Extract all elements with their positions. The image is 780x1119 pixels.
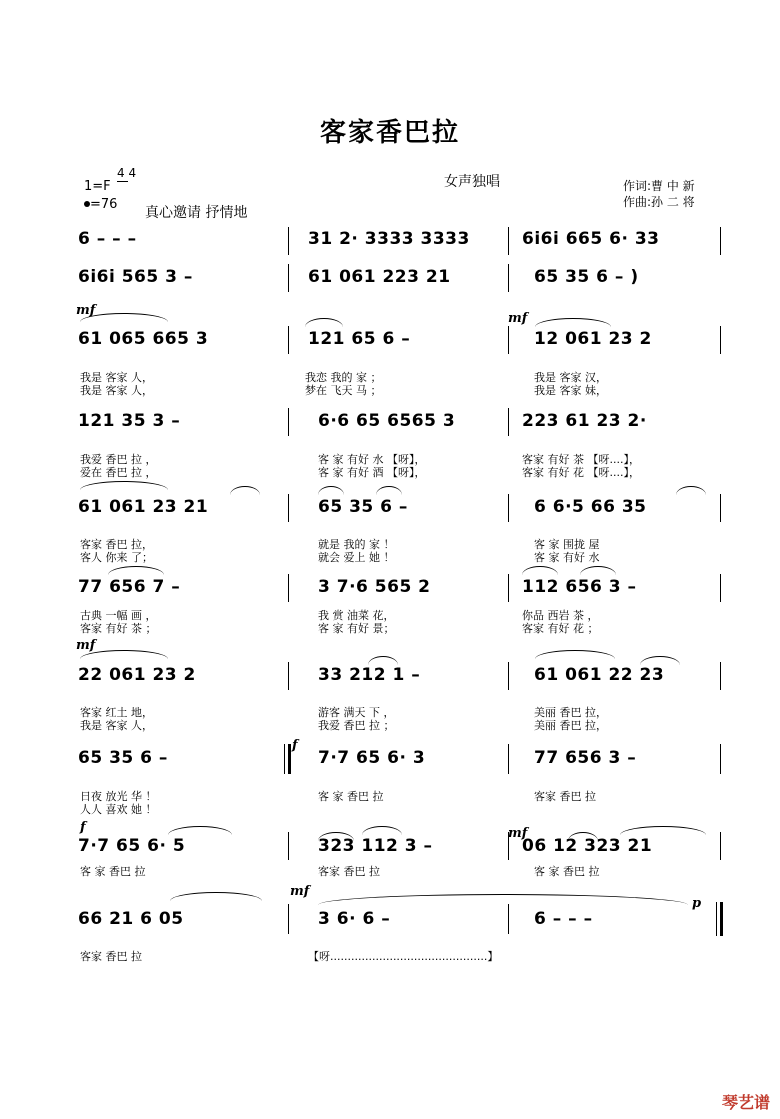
slur (676, 486, 706, 495)
slur (168, 826, 232, 835)
slur (170, 892, 262, 901)
measure: 6i6i 565 3 – (78, 267, 193, 287)
lyric-line-2: 客 家 有好 酒 【呀】， (318, 466, 426, 479)
measure: 7·7 65 6· 3 (318, 748, 426, 768)
slur (376, 486, 402, 495)
measure: 66 21 6 05 (78, 909, 184, 929)
lyric-line-1: 客家 香巴 拉 (318, 865, 380, 878)
dynamic-mf: mf (508, 826, 528, 841)
barline (288, 264, 289, 292)
lyric-line-1: 客家 香巴 拉， (80, 538, 153, 551)
slur (535, 650, 615, 659)
barline (508, 574, 509, 602)
measure: 323 112 3 – (318, 836, 433, 856)
measure: 6·6 65 6565 3 (318, 411, 456, 431)
lyric-line-2: 美丽 香巴 拉， (534, 719, 607, 732)
lyric-line-2: 我是 客家 妹， (534, 384, 607, 397)
tempo-marking: =76 (84, 197, 117, 212)
expression-marking: 真心邀请 抒情地 (145, 205, 248, 221)
lyric-line-1: 游客 满天 下 ， (318, 706, 395, 719)
lyric-line-2: 我爱 香巴 拉 ； (318, 719, 395, 732)
composer-credit: 作曲:孙 二 将 (623, 195, 695, 209)
slur (535, 318, 611, 327)
barline (508, 904, 509, 934)
slur (580, 566, 616, 575)
barline (284, 744, 285, 774)
measure: 06 12 323 21 (522, 836, 653, 856)
measure: 61 061 22 23 (534, 665, 665, 685)
lyric-line-1: 就是 我的 家 ！ (318, 538, 395, 551)
slur (80, 481, 168, 490)
lyric-line-1: 客家 有好 茶 【呀....】， (522, 453, 640, 466)
measure: 61 061 23 21 (78, 497, 209, 517)
time-top: 4 (117, 166, 125, 180)
slur (522, 566, 558, 575)
lyric-line-1: 【呀.............................................】 (308, 950, 499, 963)
lyric-line-1: 客家 红土 地， (80, 706, 153, 719)
measure: 6 – – – (534, 909, 593, 929)
barline (720, 494, 721, 522)
barline (508, 326, 509, 354)
lyric-line-1: 日夜 放光 华 ！ (80, 790, 157, 803)
lyric-line-2: 我是 客家 人， (80, 384, 153, 397)
time-signature (117, 166, 136, 181)
measure: 121 35 3 – (78, 411, 181, 431)
slur (620, 826, 706, 835)
lyric-line-1: 古典 一幅 画 ， (80, 609, 157, 622)
lyric-line-1: 客 家 有好 水 【呀】， (318, 453, 426, 466)
barline (720, 227, 721, 255)
measure: 33 212 1 – (318, 665, 421, 685)
measure: 77 656 3 – (534, 748, 637, 768)
barline (288, 832, 289, 860)
lyric-line-2: 人人 喜欢 她 ！ (80, 803, 157, 816)
slur (362, 826, 402, 835)
measure: 6i6i 665 6· 33 (522, 229, 660, 249)
measure: 77 656 7 – (78, 577, 181, 597)
lyric-line-1: 我爱 香巴 拉 ， (80, 453, 157, 466)
dynamic-mf: mf (508, 311, 528, 326)
site-logo: 琴艺谱 (721, 1093, 770, 1112)
measure: 12 061 23 2 (534, 329, 652, 349)
lyric-line-1: 我恋 我的 家 ； (305, 371, 382, 384)
measure: 121 65 6 – (308, 329, 411, 349)
time-bottom: 4 (128, 166, 137, 180)
lyric-line-2: 爱在 香巴 拉 ， (80, 466, 157, 479)
lyric-line-1: 客家 香巴 拉 (534, 790, 596, 803)
page-title: 客家香巴拉 (319, 118, 460, 148)
lyric-line-2: 客人 你来 了； (80, 551, 153, 564)
lyric-line-2: 客家 有好 花 【呀....】， (522, 466, 640, 479)
measure: 3 7·6 565 2 (318, 577, 431, 597)
measure: 31 2· 3333 3333 (308, 229, 470, 249)
lyric-line-2: 客 家 有好 景； (318, 622, 395, 635)
measure: 61 065 665 3 (78, 329, 209, 349)
measure: 65 35 6 – ) (534, 267, 639, 287)
quarter-note-icon (84, 201, 90, 207)
measure: 6 – – – (78, 229, 137, 249)
dynamic-mf: mf (76, 303, 96, 318)
barline (720, 574, 721, 602)
lyric-line-2: 客家 有好 花 ； (522, 622, 599, 635)
dynamic-p: p (692, 896, 702, 911)
lyric-line-1: 我是 客家 人， (80, 371, 153, 384)
measure: 7·7 65 6· 5 (78, 836, 186, 856)
lyric-line-1: 客家 香巴 拉 (80, 950, 142, 963)
final-barline (720, 902, 723, 936)
barline (288, 326, 289, 354)
dynamic-f: f (292, 738, 298, 753)
lyric-line-2: 客 家 有好 水 (534, 551, 600, 564)
barline (720, 744, 721, 774)
key-signature: 1=F (84, 179, 111, 194)
slur (230, 486, 260, 495)
barline (508, 408, 509, 436)
slur (368, 656, 398, 665)
barline (716, 902, 717, 936)
barline (288, 494, 289, 522)
slur (305, 318, 343, 327)
barline (288, 574, 289, 602)
lyric-line-2: 客家 有好 茶 ； (80, 622, 157, 635)
slur (318, 894, 688, 905)
barline (720, 326, 721, 354)
barline (720, 832, 721, 860)
barline (508, 662, 509, 690)
measure: 223 61 23 2· (522, 411, 647, 431)
measure: 65 35 6 – (318, 497, 408, 517)
measure: 112 656 3 – (522, 577, 637, 597)
lyric-line-1: 我是 客家 汉， (534, 371, 607, 384)
slur (108, 566, 164, 575)
barline (288, 662, 289, 690)
lyric-line-1: 客 家 围拢 屋 (534, 538, 600, 551)
barline (720, 662, 721, 690)
lyric-line-1: 客 家 香巴 拉 (80, 865, 146, 878)
dynamic-mf: mf (76, 638, 96, 653)
measure: 22 061 23 2 (78, 665, 196, 685)
barline (508, 494, 509, 522)
barline (508, 832, 509, 860)
lyric-line-1: 美丽 香巴 拉， (534, 706, 607, 719)
slur (318, 486, 344, 495)
lyric-line-2: 我是 客家 人， (80, 719, 153, 732)
lyric-line-2: 就会 爱上 她 ！ (318, 551, 395, 564)
lyric-line-1: 客 家 香巴 拉 (318, 790, 384, 803)
lyric-line-1: 你品 西岩 茶 ， (522, 609, 599, 622)
measure: 3 6· 6 – (318, 909, 391, 929)
measure: 6 6·5 66 35 (534, 497, 647, 517)
barline (288, 227, 289, 255)
slur (640, 656, 680, 665)
lyric-line-1: 我 赏 油菜 花， (318, 609, 395, 622)
barline (508, 744, 509, 774)
measure: 61 061 223 21 (308, 267, 451, 287)
performance-note: 女声独唱 (444, 174, 500, 190)
measure: 65 35 6 – (78, 748, 168, 768)
lyricist-credit: 作词:曹 中 新 (623, 179, 695, 193)
barline-thick (288, 744, 291, 774)
lyric-line-1: 客 家 香巴 拉 (534, 865, 600, 878)
dynamic-f: f (80, 820, 86, 835)
barline (288, 904, 289, 934)
dynamic-mf: mf (290, 884, 310, 899)
barline (508, 264, 509, 292)
lyric-line-2: 梦在 飞天 马 ； (305, 384, 382, 397)
barline (288, 408, 289, 436)
barline (508, 227, 509, 255)
